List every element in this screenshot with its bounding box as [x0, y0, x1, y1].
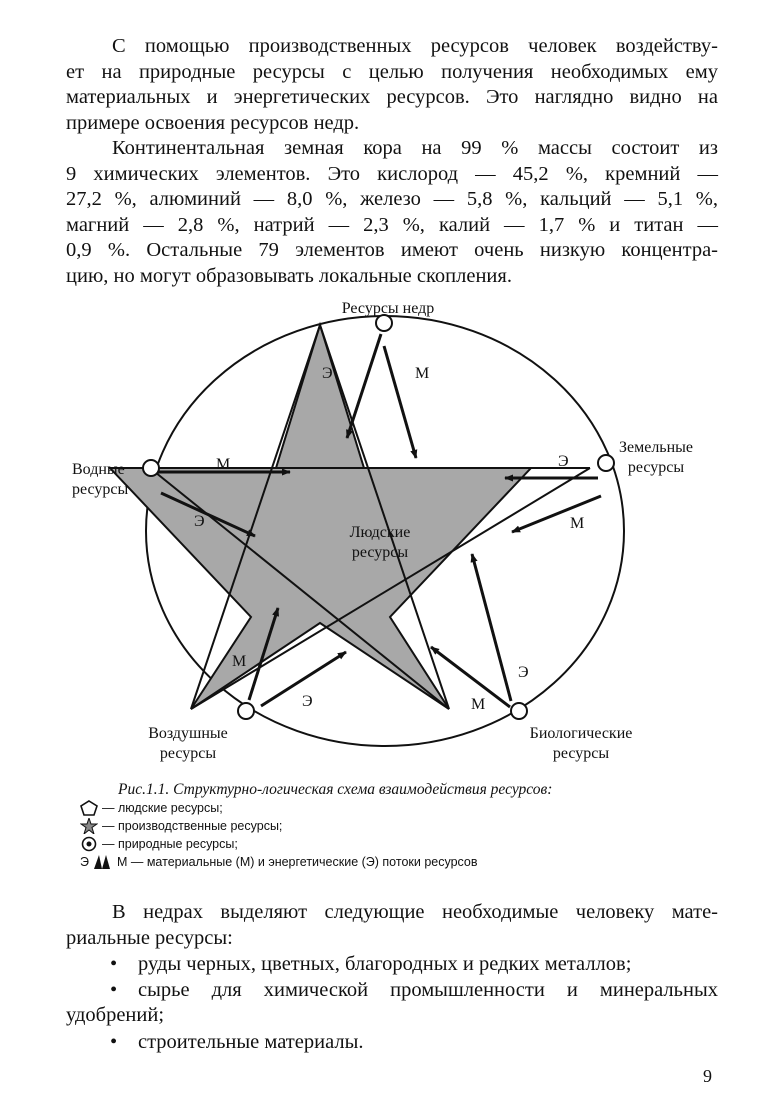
page-number: 9	[703, 1066, 712, 1086]
text-line: Континентальная земная кора на 99 % массы состоит из	[112, 137, 718, 159]
arrow-br-energy	[472, 554, 511, 701]
list-item: • руды черных, цветных, благородных и редких металлов;	[110, 952, 720, 978]
arrow-right-material	[512, 496, 601, 532]
label-br-material: М	[471, 696, 486, 713]
text-line: ет на природные ресурсы с целью получения необходимых ему	[66, 60, 718, 83]
label-right-material: М	[570, 515, 585, 532]
arrow-top-energy	[347, 334, 381, 438]
text-line: цию, но могут образовывать локальные скопления.	[66, 264, 512, 287]
text-line: В недрах выделяют следующие необходимые человеку мате-	[112, 901, 718, 923]
label-human-resources: Людские ресурсы	[349, 524, 411, 561]
label-land-resources: Земельные ресурсы	[618, 439, 694, 476]
star-shape	[110, 325, 531, 709]
energy-letter: Э	[80, 855, 89, 869]
star-icon	[80, 818, 98, 834]
paragraph-3	[66, 900, 718, 951]
label-mineral-resources: Ресурсы недр	[341, 300, 435, 317]
legend-human: — людские ресурсы;	[80, 800, 223, 816]
text-line: примере освоения ресурсов недр.	[66, 111, 360, 134]
legend-natural: — природные ресурсы;	[80, 836, 238, 852]
label-left-energy: Э	[194, 513, 205, 530]
text-line: материальных и энергетических ресурсов. Это наглядно видно на	[66, 86, 718, 108]
legend-production: — производственные ресурсы;	[80, 818, 282, 834]
label-bl-material: М	[232, 653, 247, 670]
text-line: С помощью производственных ресурсов человек воздейству-	[112, 35, 718, 57]
figure-caption: Рис.1.1. Структурно-логическая схема взаимодействия ресурсов:	[118, 781, 553, 798]
label-water-resources: Водные ресурсы	[72, 461, 129, 498]
label-left-material: М	[216, 456, 231, 473]
label-air-resources: Воздушные ресурсы	[148, 725, 228, 762]
bullet-icon: •	[110, 953, 118, 975]
label-top-energy: Э	[322, 365, 333, 382]
list-item-continuation: удобрений;	[66, 1004, 165, 1026]
text-line: магний — 2,8 %, натрий — 2,3 %, калий — 1,7 % и титан —	[66, 213, 718, 236]
bullet-icon: •	[110, 979, 118, 1001]
arrows-icon	[91, 854, 113, 870]
text-line: 0,9 %. Остальные 79 элементов имеют очень низкую концентра-	[66, 239, 718, 261]
legend-flows: Э М — материальные (М) и энергетические (Э) потоки ресурсов	[80, 855, 478, 869]
paragraph-1	[66, 34, 718, 136]
text-line: 9 химических элементов. Это кислород — 45,2 %, кремний —	[66, 162, 718, 185]
label-br-energy: Э	[518, 664, 529, 681]
list-item: • сырье для химической промышленности и минеральных	[110, 978, 718, 1004]
label-bio-resources: Биологические ресурсы	[529, 725, 633, 762]
pentagon-icon	[80, 800, 98, 816]
list-item: • строительные материалы.	[110, 1030, 363, 1056]
label-bl-energy: Э	[302, 693, 313, 710]
label-right-energy: Э	[558, 453, 569, 470]
node-air-resources	[238, 703, 254, 719]
paragraph-2	[66, 136, 718, 289]
node-bio-resources	[511, 703, 527, 719]
label-top-material: М	[415, 365, 430, 382]
arrow-top-material	[384, 346, 416, 458]
text-line: риальные ресурсы:	[66, 926, 233, 949]
bullet-icon: •	[110, 1031, 118, 1053]
ring-icon	[80, 836, 98, 852]
text-line: 27,2 %, алюминий — 8,0 %, железо — 5,8 %, кальций — 5,1 %,	[66, 188, 718, 210]
